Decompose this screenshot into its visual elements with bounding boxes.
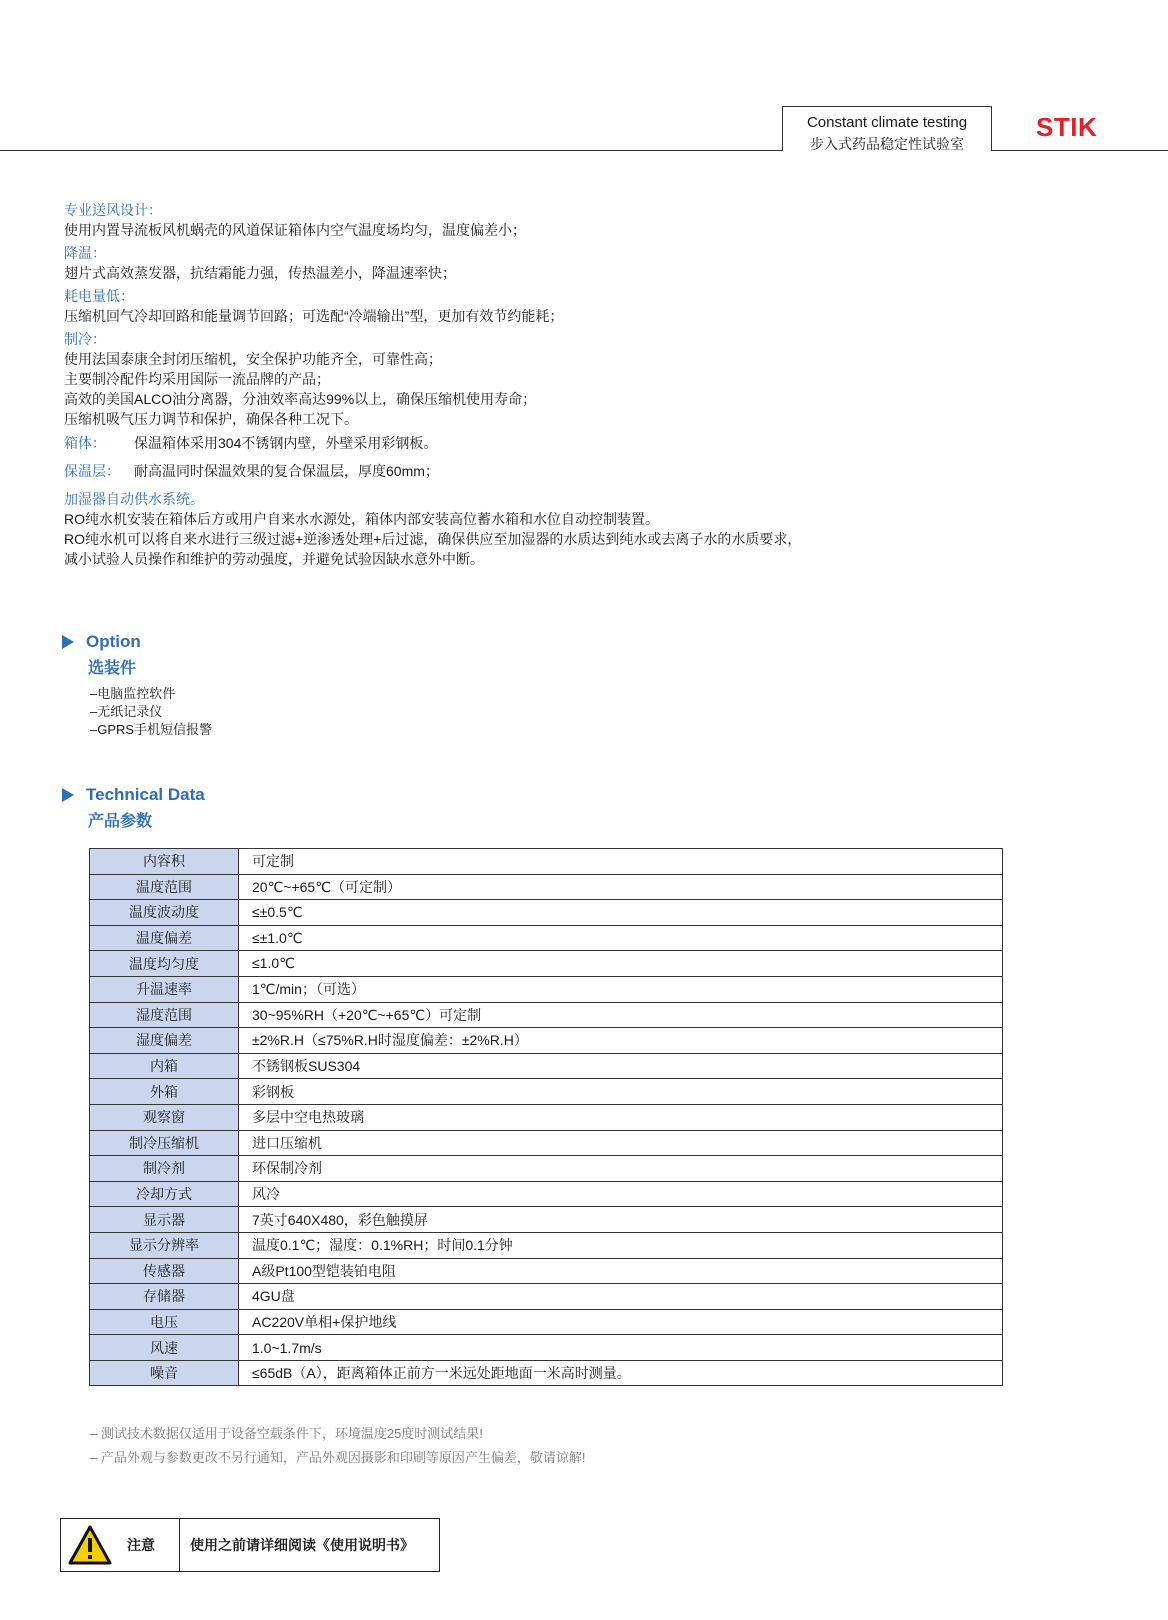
spec-key: 电压 bbox=[90, 1309, 239, 1335]
feature-line: 翅片式高效蒸发器，抗结霜能力强，传热温差小，降温速率快； bbox=[64, 265, 456, 281]
table-row bbox=[90, 900, 1003, 926]
feature-line: 高效的美国ALCO油分离器，分油效率高达99%以上，确保压缩机使用寿命； bbox=[64, 391, 537, 407]
feature-line: 使用法国泰康全封闭压缩机，安全保护功能齐全，可靠性高； bbox=[64, 351, 442, 367]
triangle-bullet-icon bbox=[62, 788, 74, 802]
feature-heading: 制冷： bbox=[64, 331, 106, 347]
option-title-cn: 选装件 bbox=[88, 660, 137, 677]
feature-line: 减小试验人员操作和维护的劳动强度，并避免试验因缺水意外中断。 bbox=[64, 551, 484, 567]
feature-heading: 耗电量低： bbox=[64, 288, 134, 304]
feature-heading: 专业送风设计： bbox=[64, 202, 162, 218]
option-item: –GPRS手机短信报警 bbox=[90, 722, 213, 737]
feature-text: 保温箱体采用304不锈钢内壁，外壁采用彩钢板。 bbox=[134, 435, 438, 451]
feature-line: 主要制冷配件均采用国际一流品牌的产品； bbox=[64, 371, 330, 387]
option-item: –无纸记录仪 bbox=[90, 704, 163, 719]
spec-key: 制冷压缩机 bbox=[90, 1130, 239, 1156]
feature-item bbox=[64, 489, 1104, 569]
spec-value: 7英寸640X480，彩色触摸屏 bbox=[239, 1207, 1003, 1233]
table-row bbox=[90, 1258, 1003, 1284]
spec-key: 传感器 bbox=[90, 1258, 239, 1284]
table-row bbox=[90, 1028, 1003, 1054]
option-section-title bbox=[62, 632, 141, 678]
table-row bbox=[90, 1360, 1003, 1386]
table-row bbox=[90, 1309, 1003, 1335]
feature-line: RO纯水机安装在箱体后方或用户自来水水源处，箱体内部安装高位蓄水箱和水位自动控制装置。 bbox=[64, 511, 659, 527]
table-row bbox=[90, 1156, 1003, 1182]
spec-key: 温度波动度 bbox=[90, 900, 239, 926]
option-title-en: Option bbox=[86, 632, 141, 651]
spec-value: AC220V单相+保护地线 bbox=[239, 1309, 1003, 1335]
feature-heading: 保温层： bbox=[64, 463, 120, 479]
table-row bbox=[90, 1130, 1003, 1156]
spec-value: 多层中空电热玻璃 bbox=[239, 1104, 1003, 1130]
feature-inline-item bbox=[64, 461, 1104, 481]
feature-list bbox=[64, 200, 1104, 572]
caution-text: 使用之前请详细阅读《使用说明书》 bbox=[179, 1519, 439, 1571]
spec-value: 4GU盘 bbox=[239, 1284, 1003, 1310]
feature-heading: 降温： bbox=[64, 245, 106, 261]
spec-key: 温度偏差 bbox=[90, 925, 239, 951]
spec-value: ±2%R.H（≤75%R.H时湿度偏差：±2%R.H） bbox=[239, 1028, 1003, 1054]
spec-value: 风冷 bbox=[239, 1181, 1003, 1207]
header-rule-left bbox=[0, 150, 783, 151]
spec-key: 温度均匀度 bbox=[90, 951, 239, 977]
header-title-cn: 步入式药品稳定性试验室 bbox=[810, 136, 964, 152]
feature-inline-item bbox=[64, 433, 1104, 453]
feature-line: 使用内置导流板风机蜗壳的风道保证箱体内空气温度场均匀，温度偏差小； bbox=[64, 222, 526, 238]
feature-line: RO纯水机可以将自来水进行三级过滤+逆渗透处理+后过滤，确保供应至加湿器的水质达到纯水或去离子水的水质要求， bbox=[64, 531, 802, 547]
table-row bbox=[90, 1079, 1003, 1105]
spec-key: 噪音 bbox=[90, 1360, 239, 1386]
spec-key: 湿度偏差 bbox=[90, 1028, 239, 1054]
spec-value: 20℃~+65℃（可定制） bbox=[239, 874, 1003, 900]
spec-value: 1.0~1.7m/s bbox=[239, 1335, 1003, 1361]
warning-icon bbox=[61, 1519, 119, 1571]
header-title-en: Constant climate testing bbox=[806, 114, 968, 131]
spec-table bbox=[89, 848, 1003, 1386]
spec-key: 升温速率 bbox=[90, 976, 239, 1002]
spec-value: ≤±0.5℃ bbox=[239, 900, 1003, 926]
spec-value: 环保制冷剂 bbox=[239, 1156, 1003, 1182]
brand-logo: STIK bbox=[1036, 112, 1098, 142]
footnote: – 产品外观与参数更改不另行通知，产品外观因摄影和印刷等原因产生偏差，敬请谅解! bbox=[90, 1450, 586, 1465]
table-row bbox=[90, 1053, 1003, 1079]
footnotes bbox=[90, 1422, 585, 1470]
footnote: – 测试技术数据仅适用于设备空载条件下，环境温度25度时测试结果! bbox=[90, 1426, 483, 1441]
spec-value: 30~95%RH（+20℃~+65℃）可定制 bbox=[239, 1002, 1003, 1028]
table-row bbox=[90, 976, 1003, 1002]
table-row bbox=[90, 1207, 1003, 1233]
table-row bbox=[90, 1335, 1003, 1361]
table-row bbox=[90, 925, 1003, 951]
spec-key: 冷却方式 bbox=[90, 1181, 239, 1207]
spec-value: 进口压缩机 bbox=[239, 1130, 1003, 1156]
spec-key: 湿度范围 bbox=[90, 1002, 239, 1028]
triangle-bullet-icon bbox=[62, 635, 74, 649]
spec-value: ≤1.0℃ bbox=[239, 951, 1003, 977]
technical-title-cn: 产品参数 bbox=[88, 813, 153, 830]
table-row bbox=[90, 874, 1003, 900]
spec-key: 观察窗 bbox=[90, 1104, 239, 1130]
spec-value: A级Pt100型铠装铂电阻 bbox=[239, 1258, 1003, 1284]
option-list bbox=[90, 685, 212, 739]
table-row bbox=[90, 951, 1003, 977]
option-item: –电脑监控软件 bbox=[90, 686, 176, 701]
feature-item bbox=[64, 329, 1104, 429]
table-row bbox=[90, 1232, 1003, 1258]
header-rule-right bbox=[992, 150, 1168, 151]
table-row bbox=[90, 1104, 1003, 1130]
table-row bbox=[90, 1002, 1003, 1028]
feature-heading: 加湿器自动供水系统。 bbox=[64, 491, 204, 507]
feature-line: 压缩机回气冷却回路和能量调节回路；可选配“冷端输出”型，更加有效节约能耗； bbox=[64, 308, 564, 324]
technical-title-en: Technical Data bbox=[86, 785, 205, 804]
feature-line: 压缩机吸气压力调节和保护，确保各种工况下。 bbox=[64, 411, 358, 427]
feature-item bbox=[64, 243, 1104, 283]
table-row bbox=[90, 1181, 1003, 1207]
caution-box bbox=[60, 1518, 440, 1572]
table-row bbox=[90, 849, 1003, 875]
feature-item bbox=[64, 286, 1104, 326]
spec-key: 外箱 bbox=[90, 1079, 239, 1105]
spec-value: 1℃/min；（可选） bbox=[239, 976, 1003, 1002]
spec-value: 温度0.1℃；湿度：0.1%RH；时间0.1分钟 bbox=[239, 1232, 1003, 1258]
technical-section-title bbox=[62, 785, 205, 831]
table-row bbox=[90, 1284, 1003, 1310]
feature-item bbox=[64, 200, 1104, 240]
spec-key: 风速 bbox=[90, 1335, 239, 1361]
feature-heading: 箱体： bbox=[64, 435, 106, 451]
spec-key: 制冷剂 bbox=[90, 1156, 239, 1182]
spec-key: 显示分辨率 bbox=[90, 1232, 239, 1258]
caution-label: 注意 bbox=[127, 1537, 155, 1553]
spec-value: ≤65dB（A），距离箱体正前方一米远处距地面一米高时测量。 bbox=[239, 1360, 1003, 1386]
spec-key: 温度范围 bbox=[90, 874, 239, 900]
spec-value: 可定制 bbox=[239, 849, 1003, 875]
spec-key: 显示器 bbox=[90, 1207, 239, 1233]
spec-value: 彩钢板 bbox=[239, 1079, 1003, 1105]
spec-key: 内箱 bbox=[90, 1053, 239, 1079]
spec-key: 存储器 bbox=[90, 1284, 239, 1310]
spec-key: 内容积 bbox=[90, 849, 239, 875]
spec-value: 不锈钢板SUS304 bbox=[239, 1053, 1003, 1079]
feature-text: 耐高温同时保温效果的复合保温层，厚度60mm； bbox=[134, 463, 439, 479]
header-title-box bbox=[782, 106, 992, 151]
spec-value: ≤±1.0℃ bbox=[239, 925, 1003, 951]
